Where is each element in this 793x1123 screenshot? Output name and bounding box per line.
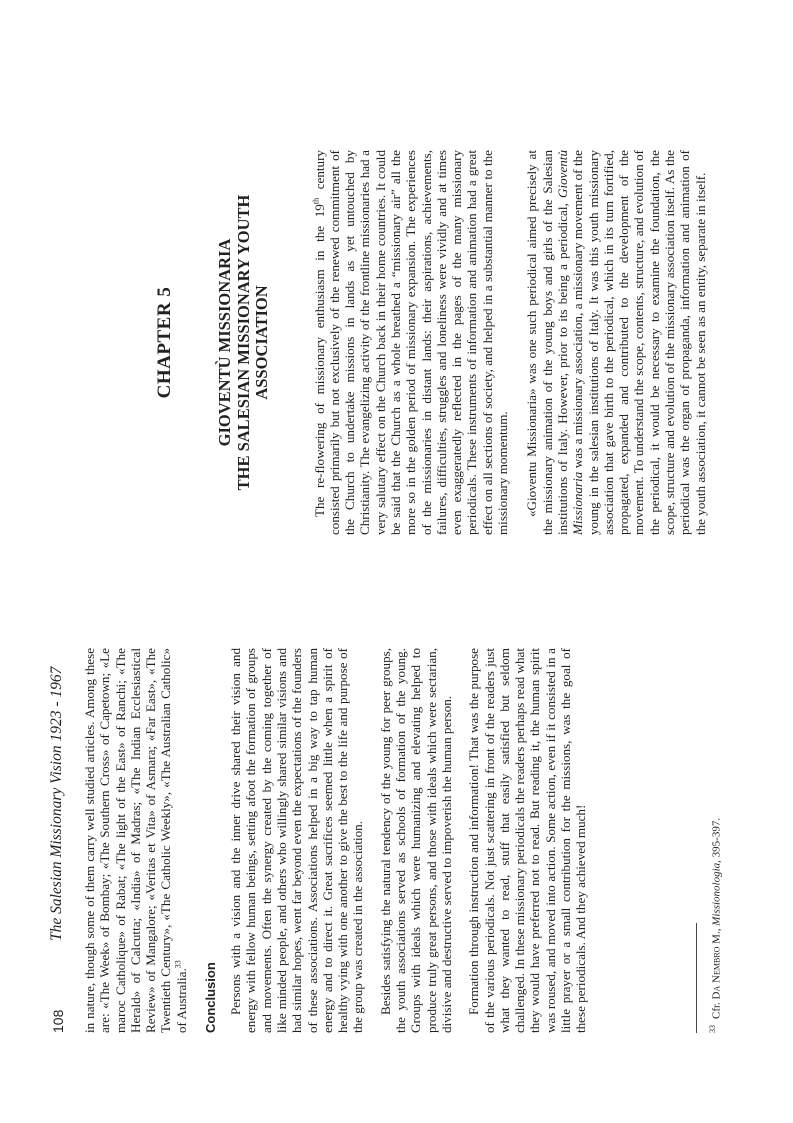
- chapter-title-line-2: THE SALESIAN MISSIONARY YOUTH: [233, 194, 253, 491]
- chapter-title-line-1: GIOVENTÙ MISSIONARIA: [215, 238, 234, 447]
- right-page: [50, 150, 750, 535]
- chapter-paragraph-2: «Gioventu Missionaria» was one such periodical aimed precisely at the missionary animation of the young boys and girls of the Salesian institutions of Italy. However, prior to its being a periodical, Gioventù Missionaria was a missionary association, a missionary movement of the young in the salesian institutions of Italy. It was this youth missionary association that gave birth to the periodical, which in its turn fortified, propagated, expanded and contributed to the development of the movement. To understand the scope, contents, structure, and evolution of the periodical, it would be necessary to examine the foundation, the scope, structure and evolution of the missionary association itself. As the periodical was the organ of propaganda, information and animation of the youth association, it cannot be seen as an entity, separate in itself.: [524, 150, 708, 535]
- footnote-ref: 33: [173, 960, 183, 969]
- intro-paragraph: in nature, though some of them carry well studied articles. Among these are: «The Week» of Bombay; «The Southern Cross» of Capetown; «Le maroc Catholique» of Rabat; «The light of the East» of Ranchi; «The Herald» of Calcutta; «India» of Madras; «The Indian Ecclesiastical Review» of Mangalore; «Veritas et Vita» of Asmara; «Far East», «The Twentieth Century», «The Catholic Weekly», «The Australian Catholic» of Australia.$^{33}$: [82, 648, 189, 1033]
- chapter-paragraph-1: The re-flowering of missionary enthusiasm in the 19th century consisted primarily but not exclusively of the renewed commitment of the Church to undertake missions in lands as yet untouched by Christianity. The evangelizing activity of the frontline missionaries had a very salutary effect on the Church back in their home countries. It could be said that the Church as a whole breathed a “missionary air” all the more so in the golden period of missionary expansion. The experiences of the missionaries in distant lands: their aspirations, achievements, failures, difficulties, struggles and loneliness were vividly and at times even exaggeratedly reflected in the pages of the many missionary periodicals. These instruments of information and animation had a great effect on all sections of society, and helped in a substantial manner to the missionary momentum.: [311, 150, 511, 535]
- running-title: The Salesian Missionary Vision 1923 - 1967: [48, 666, 65, 941]
- footnote-number: 33: [708, 1025, 717, 1033]
- conclusion-paragraph-3: Formation through instruction and information! That was the purpose of the various periodicals. Not just scattering in front of the readers just what they wanted to read, stuff that easily satisfied but seldom challenged. In these missionary periodicals the readers perhaps read what they would have preferred not to read. But reading it, the human spirit was roused, and moved into action. Some action, even if it consisted in a little prayer or a small contribution for the missions, was the goal of these periodicals. And they achieved much!: [466, 648, 589, 1033]
- running-header: [48, 648, 72, 1033]
- footnote: $^{33}$Cfr. Da Nembro M., Missionologia, 395-397.: [708, 817, 723, 1033]
- conclusion-paragraph-2: Besides satisfying the natural tendency of the young for peer groups, the youth associations served as schools of formation of the young. Groups with ideals which were humanizing and elevating helped to produce truly great persons, and those with ideals which were sectarian, divisive and destructive served to impoverish the human person.: [377, 648, 454, 1033]
- section-heading: Conclusion: [203, 962, 219, 1033]
- chapter-title: [216, 150, 272, 535]
- footnote-rule: [696, 923, 697, 1033]
- chapter-title-line-3: ASSOCIATION: [252, 285, 271, 400]
- page-number: 108: [50, 1009, 66, 1033]
- chapter-label: CHAPTER 5: [154, 286, 175, 399]
- left-page: [48, 648, 748, 1033]
- conclusion-paragraph-1: Persons with a vision and the inner drive shared their vision and energy with fellow human beings, setting afoot the formation of groups and movements. Often the synergy created by the coming together of like minded people, and others who willingly shared similar visions and had similar hopes, went far beyond even the expectations of the founders of these associations. Associations helped in a big way to tap human energy and to direct it. Great sacrifices seemed little when a spirit of healthy vying with one another to give the best to the life and purpose of the group was created in the association.: [228, 648, 366, 1033]
